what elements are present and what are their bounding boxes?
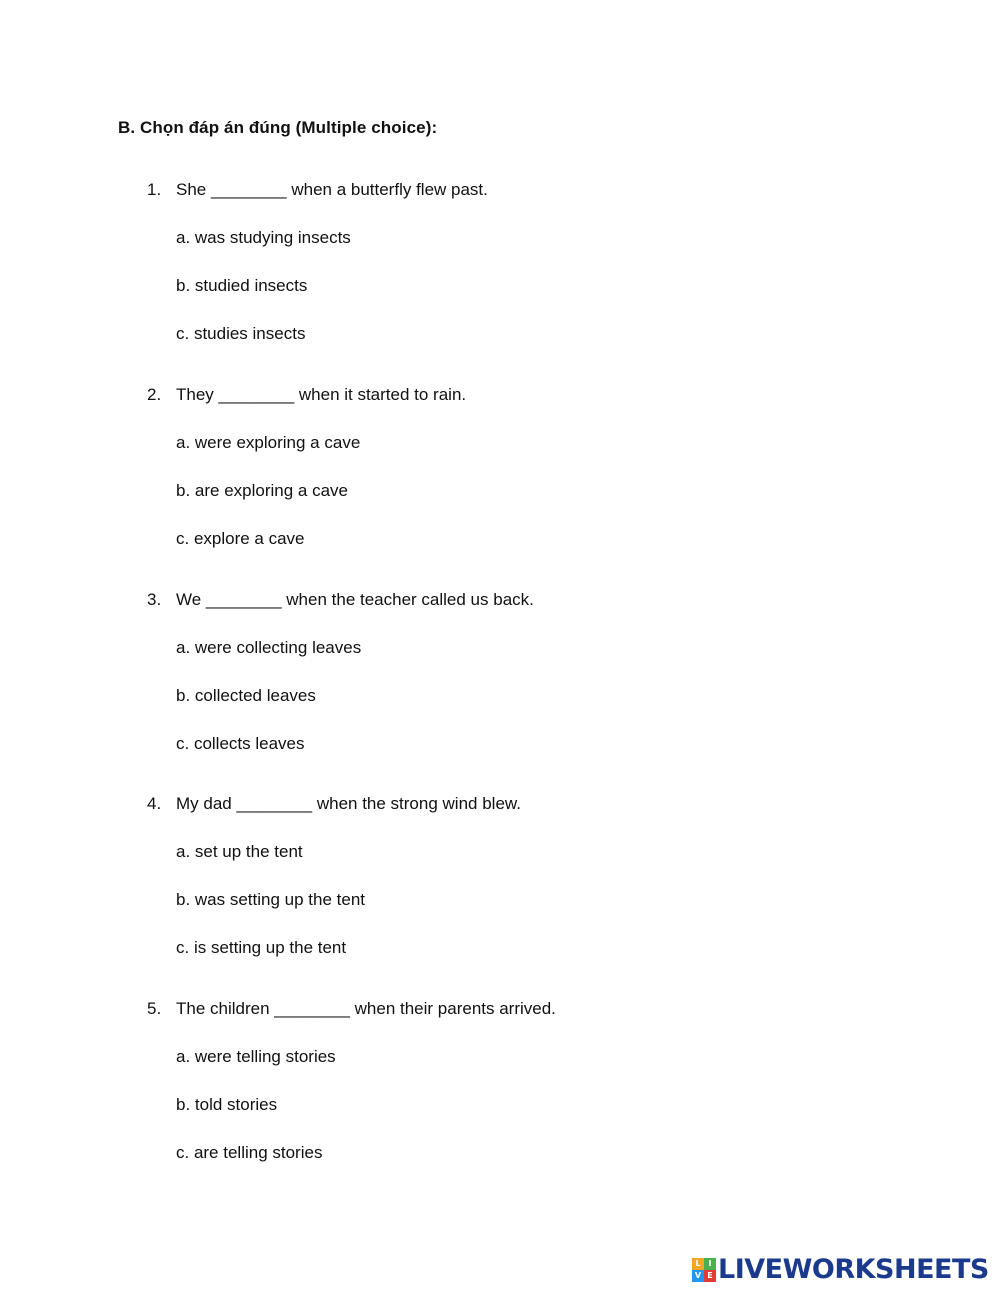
section-title: B. Chọn đáp án đúng (Multiple choice): [118,118,438,137]
question-text: My dad ________ when the strong wind blew. [176,794,521,813]
option-a[interactable]: a. set up the tent [176,842,303,861]
option-c[interactable]: c. are telling stories [176,1143,323,1162]
option-a[interactable]: a. were telling stories [176,1047,336,1066]
question-number: 2. [147,385,162,404]
option-b[interactable]: b. studied insects [176,276,308,295]
question-line [147,382,847,408]
option-b[interactable]: b. collected leaves [176,686,316,705]
question-3 [147,587,847,753]
option-a[interactable]: a. were collecting leaves [176,638,362,657]
question-1 [147,177,847,343]
logo-text: LIVEWORKSHEETS [718,1254,989,1285]
option-c[interactable]: c. explore a cave [176,529,305,548]
question-4 [147,791,847,957]
option-c[interactable]: c. studies insects [176,324,306,343]
option-b[interactable]: b. was setting up the tent [176,890,366,909]
logo-mark-icon [692,1258,716,1282]
question-2 [147,382,847,548]
option-c[interactable]: c. is setting up the tent [176,938,347,957]
option-a[interactable]: a. was studying insects [176,228,351,247]
logo-mark-letter: V [692,1270,704,1282]
option-b[interactable]: b. are exploring a cave [176,481,348,500]
question-line [147,177,847,203]
question-text: We ________ when the teacher called us back. [176,590,534,609]
question-text: She ________ when a butterfly flew past. [176,180,488,199]
question-number: 3. [147,590,162,609]
option-c[interactable]: c. collects leaves [176,734,305,753]
question-number: 5. [147,999,162,1018]
logo-mark-letter: I [704,1258,716,1270]
option-b[interactable]: b. told stories [176,1095,278,1114]
logo-mark-letter: L [692,1258,704,1270]
question-line [147,587,847,613]
question-text: They ________ when it started to rain. [176,385,467,404]
question-number: 1. [147,180,162,199]
question-text: The children ________ when their parents arrived. [176,999,556,1018]
question-line [147,996,847,1022]
liveworksheets-logo [692,1253,989,1287]
question-line [147,791,847,817]
logo-mark-letter: E [704,1270,716,1282]
question-5 [147,996,847,1162]
option-a[interactable]: a. were exploring a cave [176,433,361,452]
question-number: 4. [147,794,162,813]
